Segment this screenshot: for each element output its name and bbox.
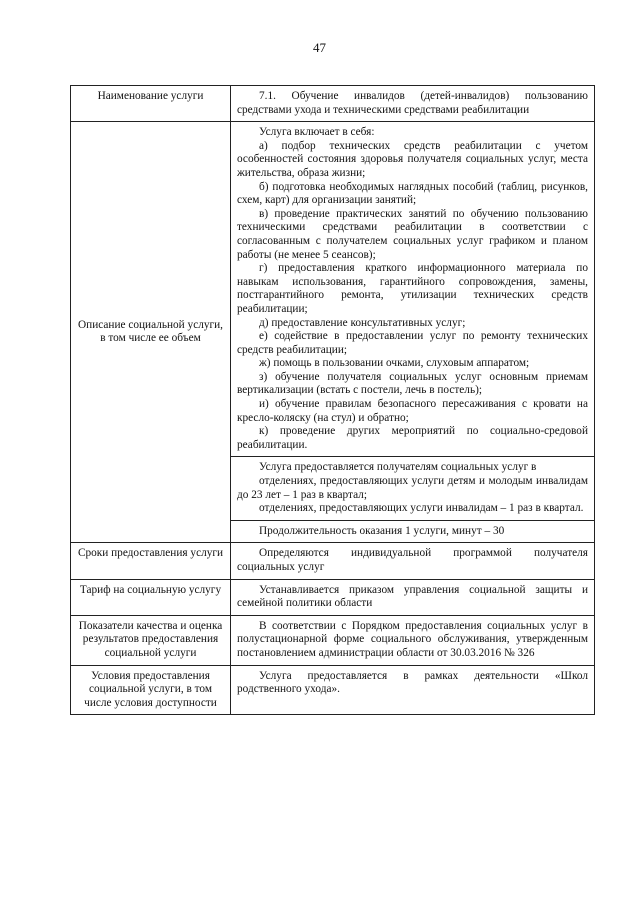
conditions-label: Условия предоставления социальной услуги, в том числе условия доступности	[71, 665, 231, 715]
quality-value	[231, 615, 595, 665]
quality-text: В соответствии с Порядком предоставления социальных услуг в полустационарной форме социального обслуживания, утвержденным постановлением администрации области от 30.03.2016 № 326	[237, 619, 588, 659]
terms-value	[231, 543, 595, 579]
service-name-label: Наименование услуги	[71, 86, 231, 122]
description-line: Услуга включает в себя:	[259, 126, 375, 139]
tariff-value	[231, 579, 595, 615]
row-quality	[71, 615, 595, 665]
description-line: и) обучение правилам безопасного пересаживания с кровати на кресло-коляску (на стул) и обратно;	[237, 398, 588, 424]
terms-text: Определяются индивидуальной программой получателя социальных услуг	[237, 547, 588, 573]
description-line: а) подбор технических средств реабилитации с учетом особенностей состояния здоровья получателя социальных услуг, места жительства, образа жизни;	[237, 139, 588, 179]
service-table	[70, 85, 595, 715]
page-number: 47	[313, 40, 326, 55]
row-description-content	[71, 122, 595, 457]
quality-label: Показатели качества и оценка результатов предоставления социальной услуги	[71, 615, 231, 665]
description-line: б) подготовка необходимых наглядных пособий (таблиц, рисунков, схем, карт) для организации занятий;	[237, 180, 588, 207]
description-duration	[231, 520, 595, 543]
description-frequency	[231, 457, 595, 520]
description-line: з) обучение получателя социальных услуг основным приемам вертикализации (встать с постели, лечь в постель);	[237, 370, 588, 397]
service-name-text: 7.1. Обучение инвалидов (детей-инвалидов) пользованию средствами ухода и техническими средствами реабилитации	[237, 90, 588, 116]
description-line: д) предоставление консультативных услуг;	[259, 316, 466, 329]
service-name-value	[231, 86, 595, 122]
description-line: в) проведение практических занятий по обучению пользованию техническими средствами реабилитации в соответствии с согласованным с получателем социальных услуг графиком и планом работы (не менее 5 сеансов);	[237, 207, 588, 261]
frequency-line: Услуга предоставляется получателям социальных услуг в	[259, 461, 537, 474]
description-line: е) содействие в предоставлении услуг по ремонту технических средств реабилитации;	[237, 330, 588, 356]
row-terms	[71, 543, 595, 579]
description-line: г) предоставления краткого информационного материала по навыкам использования, гарантийного сопровождения, замены, постгарантийного ремонта, утилизации технических средств реабилитации;	[237, 262, 588, 315]
description-line: ж) помощь в пользовании очками, слуховым аппаратом;	[259, 357, 530, 370]
row-service-name	[71, 86, 595, 122]
tariff-label: Тариф на социальную услугу	[71, 579, 231, 615]
tariff-text: Устанавливается приказом управления социальной защиты и семейной политики области	[237, 583, 588, 610]
duration-line: Продолжительность оказания 1 услуги, минут – 30	[259, 524, 505, 537]
conditions-value	[231, 665, 595, 715]
description-line: к) проведение других мероприятий по социально-средовой реабилитации.	[237, 425, 588, 451]
description-label: Описание социальной услуги, в том числе ее объем	[71, 122, 231, 543]
frequency-line: отделениях, предоставляющих услуги детям и молодым инвалидам до 23 лет – 1 раз в квартал;	[237, 475, 588, 501]
row-tariff	[71, 579, 595, 615]
conditions-text: Услуга предоставляется в рамках деятельности «Школ родственного ухода».	[237, 669, 588, 696]
description-content	[231, 122, 595, 457]
row-conditions	[71, 665, 595, 715]
terms-label: Сроки предоставления услуги	[71, 543, 231, 579]
frequency-line: отделениях, предоставляющих услуги инвалидам – 1 раз в квартал.	[259, 502, 584, 515]
